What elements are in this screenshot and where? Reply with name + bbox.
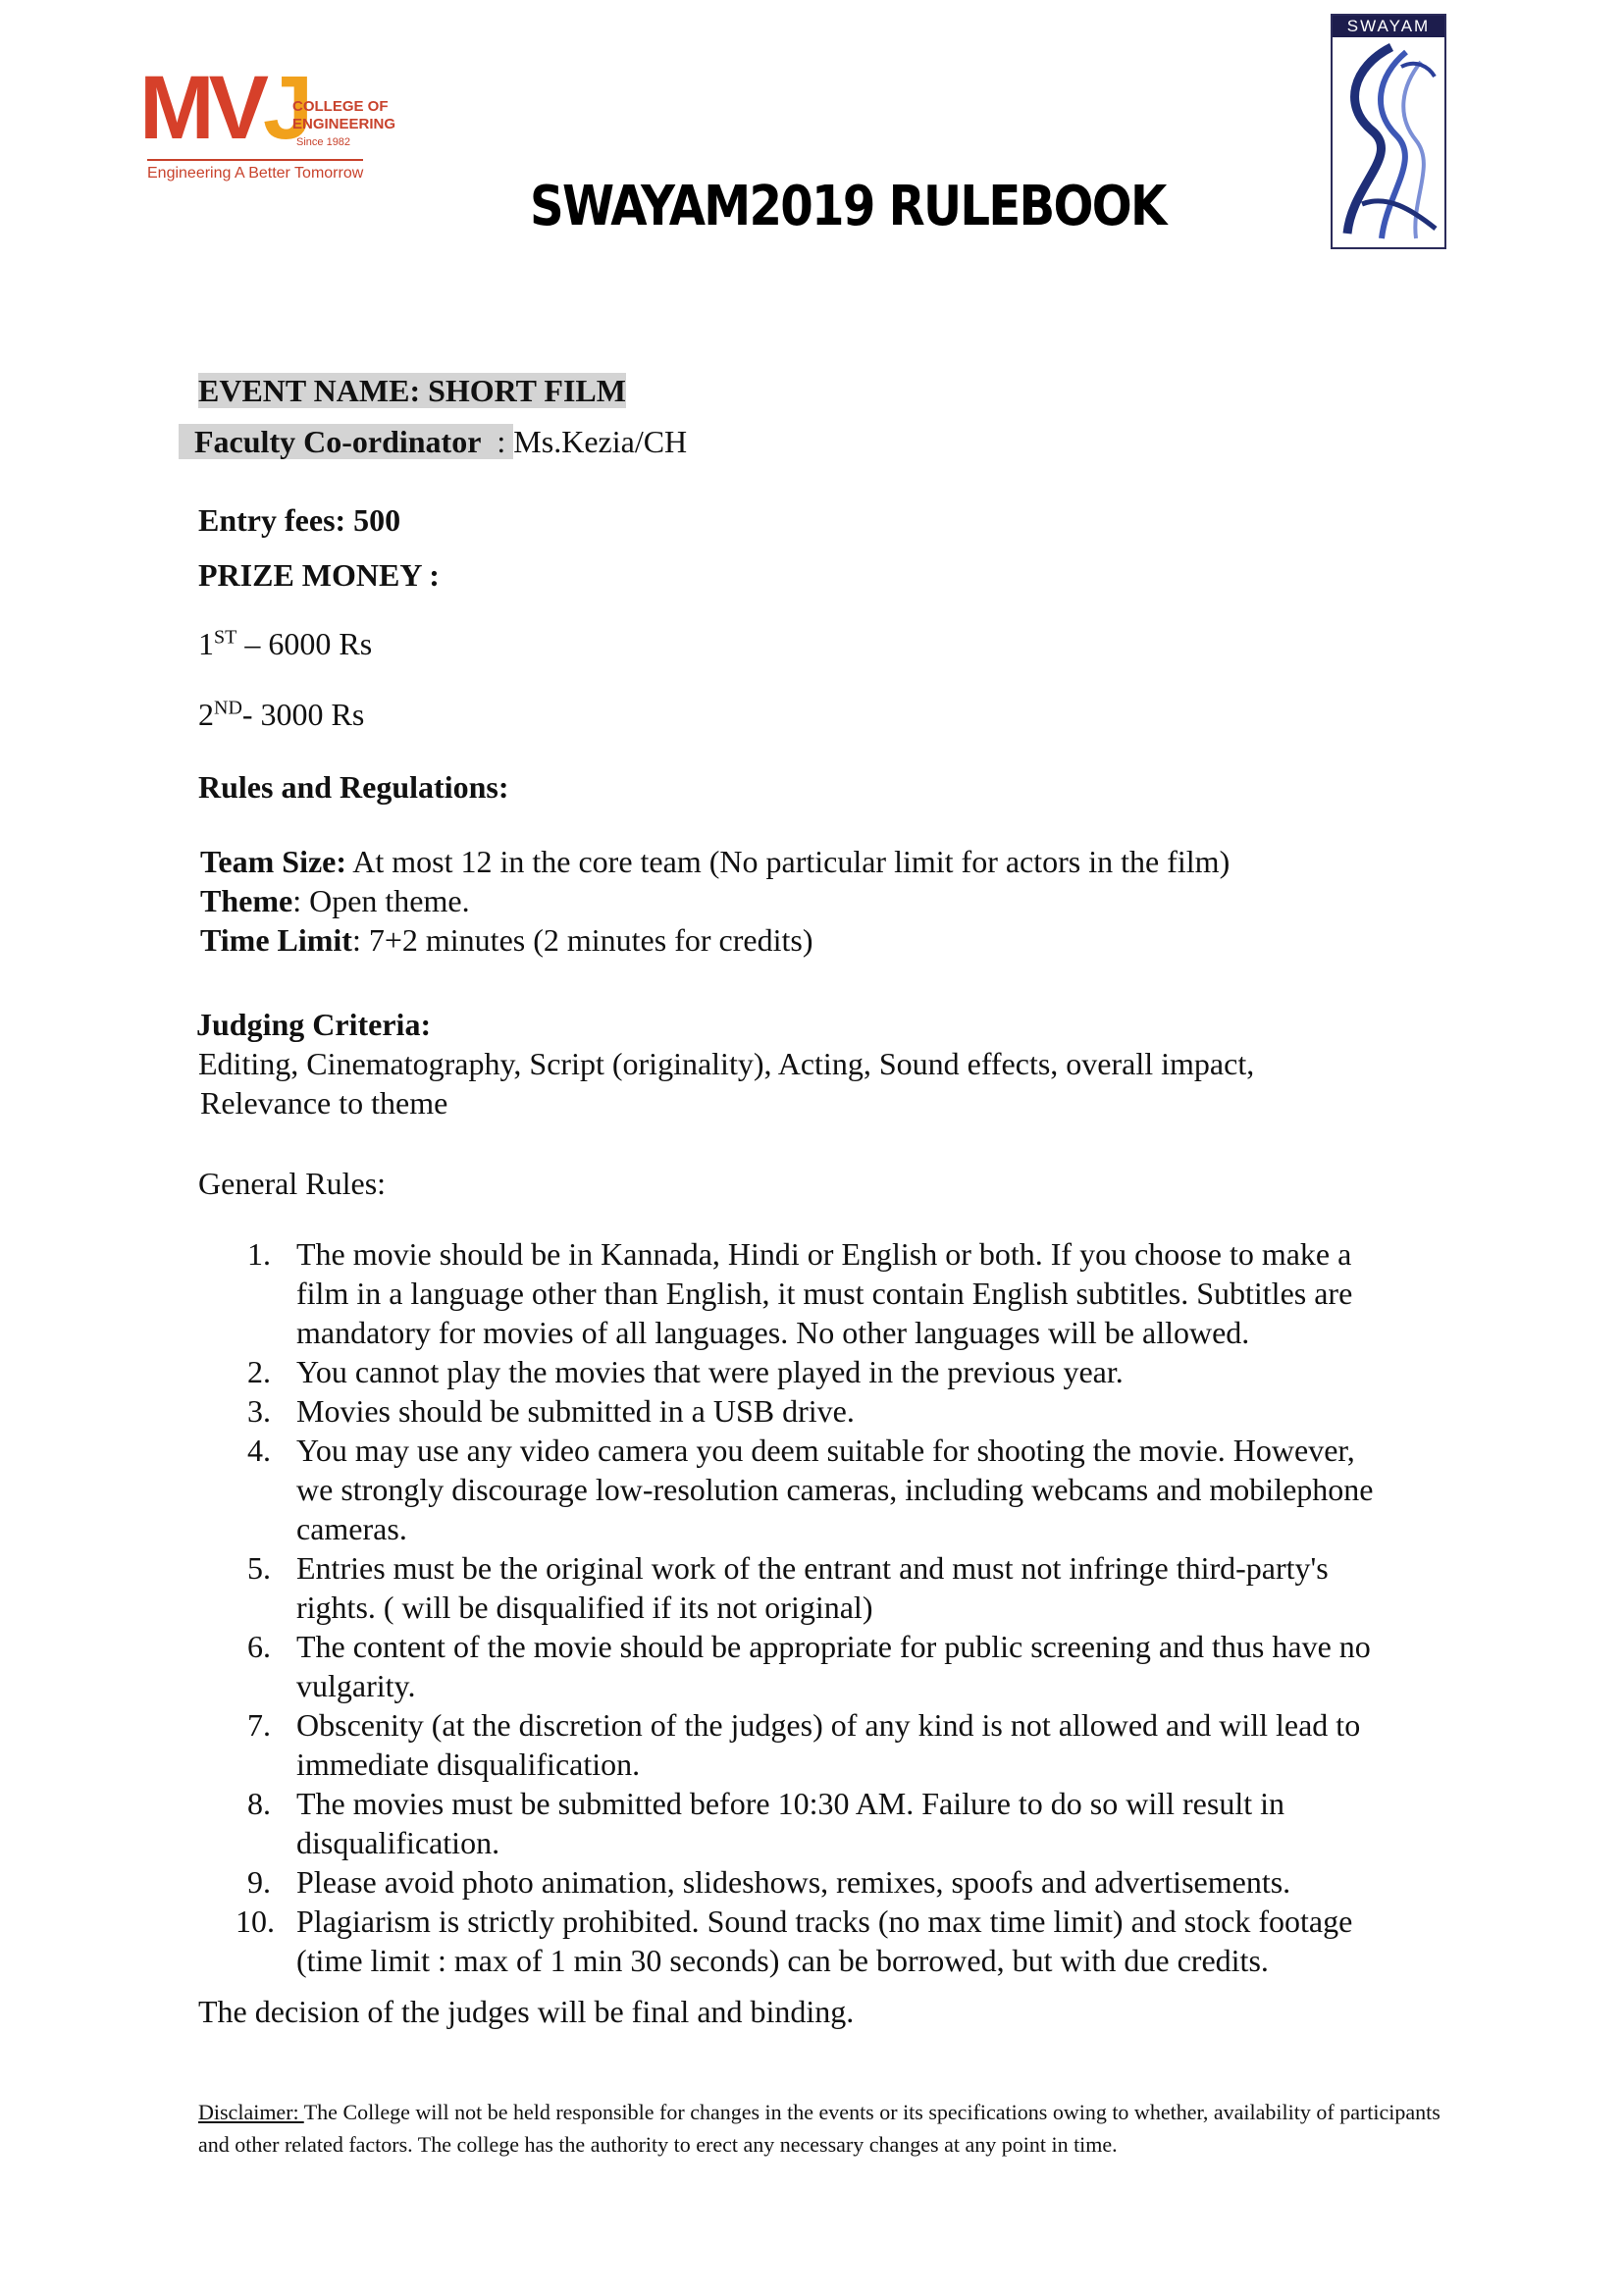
disclaimer-label: Disclaimer: [198, 2100, 304, 2124]
time-limit [200, 920, 812, 960]
prize-second-sup: ND [214, 697, 242, 719]
rule-number: 6. [247, 1629, 271, 1664]
rule-item [236, 1902, 1452, 1980]
rule-item [236, 1862, 1452, 1902]
prize-second-pos: 2 [198, 697, 214, 732]
prize-first-sup: ST [214, 626, 237, 649]
rule-number: 10. [236, 1904, 275, 1939]
rule-number: 9. [247, 1864, 271, 1900]
rule-line: immediate disqualification. [296, 1747, 641, 1782]
rule-line: cameras. [296, 1511, 407, 1546]
entry-fees: Entry fees: 500 [198, 502, 401, 538]
disclaimer-text: The College will not be held responsible for changes in the events or its specifications owing to whether, availability of participants and other related factors. The college has the authority to erect any necessary changes at any point in time. [198, 2100, 1441, 2157]
rule-line: Movies should be submitted in a USB drive. [296, 1393, 855, 1429]
time-limit-label: Time Limit [200, 922, 352, 958]
rule-line: You cannot play the movies that were played in the previous year. [296, 1354, 1124, 1389]
rule-line: (time limit : max of 1 min 30 seconds) can be borrowed, but with due credits. [296, 1943, 1269, 1978]
team-size-label: Team Size: [200, 844, 347, 879]
rule-number: 4. [247, 1433, 271, 1468]
judging-heading: Judging Criteria: [196, 1007, 432, 1042]
logo-letter-j: J [263, 58, 308, 158]
rule-item [236, 1352, 1452, 1391]
rule-item [236, 1627, 1452, 1705]
event-name-text: EVENT NAME: SHORT FILM [198, 373, 626, 408]
rule-item [236, 1234, 1452, 1352]
prize-heading: PRIZE MONEY : [198, 557, 440, 593]
judging-line-1: Editing, Cinematography, Script (originality), Acting, Sound effects, overall impact, [198, 1046, 1255, 1081]
rule-line: Entries must be the original work of the entrant and must not infringe third-party's [296, 1550, 1329, 1586]
rule-line: vulgarity. [296, 1668, 416, 1703]
rule-item [236, 1705, 1452, 1784]
college-logo-line1: COLLEGE OF [292, 98, 389, 115]
team-size [200, 842, 1230, 881]
rule-line: film in a language other than English, it must contain English subtitles. Subtitles are [296, 1276, 1353, 1311]
logo-letter-v: V [208, 58, 264, 158]
rule-number: 3. [247, 1393, 271, 1429]
theme-label: Theme [200, 883, 293, 918]
team-size-value: At most 12 in the core team (No particular limit for actors in the film) [346, 844, 1231, 879]
prize-first [198, 624, 372, 663]
college-logo-line2: ENGINEERING [292, 116, 396, 132]
general-rules-list [236, 1234, 1452, 1980]
rule-line: Obscenity (at the discretion of the judges) of any kind is not allowed and will lead to [296, 1707, 1361, 1743]
rule-number: 8. [247, 1786, 271, 1821]
rule-line: Please avoid photo animation, slideshows, remixes, spoofs and advertisements. [296, 1864, 1291, 1900]
college-logo-text [292, 98, 395, 151]
judging-line-2: Relevance to theme [200, 1085, 448, 1121]
closing-statement: The decision of the judges will be final and binding. [198, 1994, 855, 2029]
theme-value: : Open theme. [292, 883, 470, 918]
swayam-logo [1331, 14, 1446, 249]
rule-item [236, 1784, 1452, 1862]
rule-line: The movie should be in Kannada, Hindi or English or both. If you choose to make a [296, 1236, 1352, 1272]
college-logo-mark [139, 58, 308, 158]
rule-line: Plagiarism is strictly prohibited. Sound tracks (no max time limit) and stock footage [296, 1904, 1353, 1939]
rule-item [236, 1548, 1452, 1627]
prize-first-text: – 6000 Rs [236, 626, 373, 661]
time-limit-value: : 7+2 minutes (2 minutes for credits) [351, 922, 813, 958]
rule-item [236, 1391, 1452, 1431]
rule-number: 7. [247, 1707, 271, 1743]
phoenix-icon [1333, 37, 1444, 245]
rule-line: rights. ( will be disqualified if its not original) [296, 1590, 873, 1625]
coordinator-separator: : [489, 424, 514, 459]
logo-letter-m: M [139, 58, 209, 158]
prize-second-text: - 3000 Rs [241, 697, 365, 732]
swayam-logo-text: SWAYAM [1333, 16, 1444, 37]
coordinator-label: Faculty Co-ordinator [179, 424, 489, 459]
rule-line: disqualification. [296, 1825, 500, 1860]
rule-number: 5. [247, 1550, 271, 1586]
prize-first-pos: 1 [198, 626, 214, 661]
disclaimer [198, 2096, 1444, 2161]
general-rules-heading: General Rules: [198, 1166, 387, 1201]
rule-line: we strongly discourage low-resolution cameras, including webcams and mobilephone [296, 1472, 1374, 1507]
college-tagline: Engineering A Better Tomorrow [147, 159, 363, 183]
rule-line: The movies must be submitted before 10:30 AM. Failure to do so will result in [296, 1786, 1284, 1821]
page-title: SWAYAM2019 RULEBOOK [530, 175, 1166, 238]
rule-number: 1. [247, 1236, 271, 1272]
event-name [198, 371, 626, 410]
rule-line: mandatory for movies of all languages. No other languages will be allowed. [296, 1315, 1250, 1350]
rule-line: The content of the movie should be appropriate for public screening and thus have no [296, 1629, 1371, 1664]
rule-item [236, 1431, 1452, 1548]
rule-line: You may use any video camera you deem suitable for shooting the movie. However, [296, 1433, 1355, 1468]
college-logo [139, 58, 404, 188]
prize-second [198, 695, 364, 734]
rule-number: 2. [247, 1354, 271, 1389]
rules-heading: Rules and Regulations: [198, 769, 509, 805]
coordinator-value: Ms.Kezia/CH [513, 424, 688, 459]
faculty-coordinator [179, 422, 687, 461]
college-logo-since: Since 1982 [296, 136, 351, 148]
theme [200, 881, 470, 920]
